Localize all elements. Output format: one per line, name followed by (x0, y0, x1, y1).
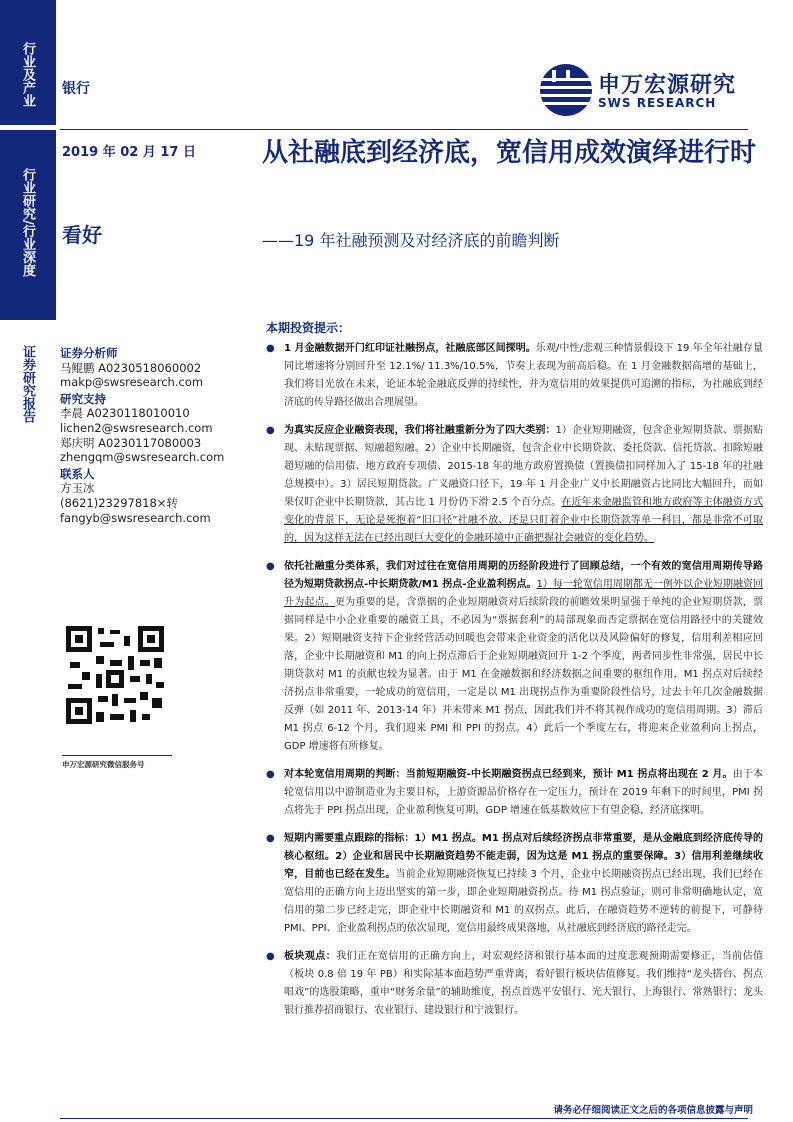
sidebar-label-mid: 行业研究/行业深度 (20, 168, 35, 277)
rating-label: 看好 (62, 223, 102, 247)
bullet-text: 1）企业短期融资，包含企业短期贷款、票据贴现、未贴现票据、短融超短融。2）企业中长期融资，包含企业中长期贷款、委托贷款、信托贷款、扣除短融超短融的信用债、地方政府专项债、2015-18 年的地方政府置换债（置换债扣同样加入了 15-18 年的社融总规模中）。3）居民短期贷款。广义融资口径下，19 年 1 月企业广义中长期融资占比同比大幅回升，而如果仅盯企业中长期贷款，其占比 1 月份仍下滑 2.5 个百分点。 (284, 425, 763, 508)
bullet-icon: ● (266, 833, 275, 844)
support-label: 研究支持 (60, 391, 106, 406)
bullet-text: 乐观/中性/悲观三种情景假设下 19 年全年社融存量同比增速将分别回升至 12.1%/ 11.3%/10.5%，节奏上表现为前高后稳。在 1 月金融数据高增的基础上，我们将目光放在未来，论证本轮金融底反弹的持续性，并为宽信用的效果提供可追溯的指标，为社融底到经济底的传导路径做出合理展望。 (284, 343, 763, 408)
list-item (266, 830, 763, 938)
bullet-icon: ● (266, 343, 275, 354)
list-item (266, 948, 763, 1020)
qr-caption: 申万宏源研究微信服务号 (62, 760, 145, 769)
bullet-text: 由于本轮宽信用以中游制造业为主要目标，上游资源品价格存在一定压力，预计在 2019 年剩下的时间里，PMI 拐点将先于 PPI 拐点出现，企业盈利恢复可期，GDP 增速在低基数效应下有望企稳，经济底探明。 (284, 769, 764, 816)
sidebar-label-bottom: 证券研究报告 (20, 345, 35, 423)
support-email[interactable]: zhengqm@swsresearch.com (60, 450, 225, 465)
sector-label: 银行 (62, 81, 90, 97)
contact-email[interactable]: fangyb@swsresearch.com (60, 510, 211, 525)
bullet-text: 我们正在宽信用的正确方向上，对宏观经济和银行基本面的过度悲观预期需要修正，当前估值（板块 0.8 倍 19 年 PB）和实际基本面趋势严重背离，看好银行板块估值修复。我们维持“龙头搭台、拐点唱戏”的选股策略，重申“财务余量”的辅助维度，拐点首选平安银行、光大银行、上海银行、常熟银行；龙头银行推荐招商银行、农业银行、建设银行和宁波银行。 (284, 951, 764, 1016)
analyst-label: 证券分析师 (60, 346, 118, 360)
investment-tips (266, 340, 763, 1030)
header-rule (60, 129, 748, 130)
bullet-underline: 1）每一轮宽信用周期都无一例外以企业短期融资回升为起点。 (284, 579, 763, 608)
bullet-icon: ● (266, 951, 275, 962)
logo-text-en: SWS RESEARCH (598, 96, 717, 110)
bullet-bold: 依托社融重分类体系，我们对过往在宽信用周期的历经阶段进行了回顾总结，一个有效的宽信用周期传导路径为短期贷款拐点-中长期贷款/M1 拐点-企业盈利拐点。 (284, 561, 763, 590)
bullet-bold: 为真实反应企业融资表现，我们将社融重新分为了四大类别： (284, 425, 556, 436)
logo-mark-icon (540, 64, 592, 116)
contact-phone: (8621)23297818×转 (60, 495, 178, 510)
left-sidebar (0, 0, 56, 1122)
qr-divider (62, 755, 172, 756)
logo-text-cn: 申万宏源研究 (598, 73, 737, 98)
bullet-bold: 1 月金融数据开门红印证社融拐点，社融底部区间探明。 (284, 343, 536, 354)
bullet-bold: 对本轮宽信用周期的判断：当前短期融资-中长期融资拐点已经到来，预计 M1 拐点将出现在 2 月。 (284, 769, 733, 780)
list-item (266, 422, 763, 548)
report-title: 从社融底到经济底，宽信用成效演绎进行时 (262, 138, 757, 168)
qr-code-icon (66, 626, 164, 724)
report-date: 2019 年 02 月 17 日 (62, 145, 196, 160)
bullet-underline: 在近年来金融监管和地方政府等主体融资方式变化的背景下，无论是死抱着“旧口径”社融不放、还是只盯着企业中长期贷款等单一科目，都是非常不可取的，因为这样无法在已经出现巨大变化的金融环境中正确把握社会融资的变化趋势。 (284, 497, 763, 544)
bullet-bold: 板块观点： (284, 951, 337, 962)
support-email[interactable]: lichen2@swsresearch.com (60, 420, 213, 435)
bullet-icon: ● (266, 425, 275, 436)
contact-label: 联系人 (60, 466, 95, 481)
section-heading: 本期投资提示： (266, 321, 351, 335)
company-logo (540, 64, 755, 116)
bullet-icon: ● (266, 561, 275, 572)
bullet-text: 更为重要的是，含票据的企业短期融资对后续阶段的前瞻效果明显强于单纯的企业短期贷款，票据同样是中小企业重要的融资工具，不必因为“票据套利”的局部现象而否定票据在宽信用路径中的关键效果。2）短期融资支持下企业经营活动回暖也会带来企业资金的活化以及风险偏好的修复，信用利差相应回落，企业中长期融资和 M1 的向上拐点滞后于企业短期融资回升 1-2 个季度，两者同步性非常强，居民中长期贷款对 M1 的贡献也较为显著。由于 M1 在金融数据和经济数据之间重要的枢纽作用，M1 拐点对后续经济拐点非常重要，一轮成功的宽信用，一定是以 M1 出现拐点作为重要阶段性信号，过去十年几次金融数据反弹（如 2011 年、2013-14 年）并未带来 M1 拐点，因此我们并不将其视作成功的宽信用周期。3）滞后 M1 拐点 6-12 个月，我们迎来 PMI 和 PPI 的拐点。4）此后一个季度左右，将迎来企业盈利向上拐点，GDP 增速将有所修复。 (284, 597, 764, 752)
bullet-icon: ● (266, 769, 275, 780)
list-item (266, 340, 763, 412)
disclaimer-footer: 请务必仔细阅读正文之后的各项信息披露与声明 (553, 1105, 753, 1116)
bullet-text: 当前企业短期融资恢复已持续 3 个月，企业中长期融资拐点已经出现，我们已经在宽信用的正确方向上迈出坚实的第一步，即企业短期融资拐点。待 M1 拐点验证，则可非常明确地认定，宽信用的第二步已经走完，即企业中长期融资和 M1 的双拐点。此后，在融资趋势不逆转的前提下，可静待 PMI、PPI、企业盈利拐点的依次显现，宽信用最终成果落地，从社融底到经济底的路径走完。 (284, 869, 763, 934)
contacts-panel (60, 346, 255, 525)
support-line: 郑庆明 A0230117080003 (60, 435, 202, 450)
bullet-bold: 短期内需要重点跟踪的指标：1）M1 拐点。M1 拐点对后续经济拐点非常重要，是从金融底到经济底传导的核心枢纽。2）企业和居民中长期融资趋势不能走弱，因为这是 M1 拐点的重要保障。3）信用利差继续收窄，目前也已经在发生。 (284, 833, 763, 880)
report-subtitle: ——19 年社融预测及对经济底的前瞻判断 (262, 231, 560, 250)
analyst-line: 马鲲鹏 A0230518060002 (60, 360, 202, 375)
sidebar-label-top: 行业及产业 (20, 42, 35, 107)
support-line: 李晨 A0230118010010 (60, 406, 190, 421)
list-item (266, 558, 763, 756)
analyst-email[interactable]: makp@swsresearch.com (60, 375, 204, 390)
footer-rule (60, 1118, 748, 1119)
contact-name: 方玉冰 (60, 481, 95, 496)
list-item (266, 766, 763, 820)
